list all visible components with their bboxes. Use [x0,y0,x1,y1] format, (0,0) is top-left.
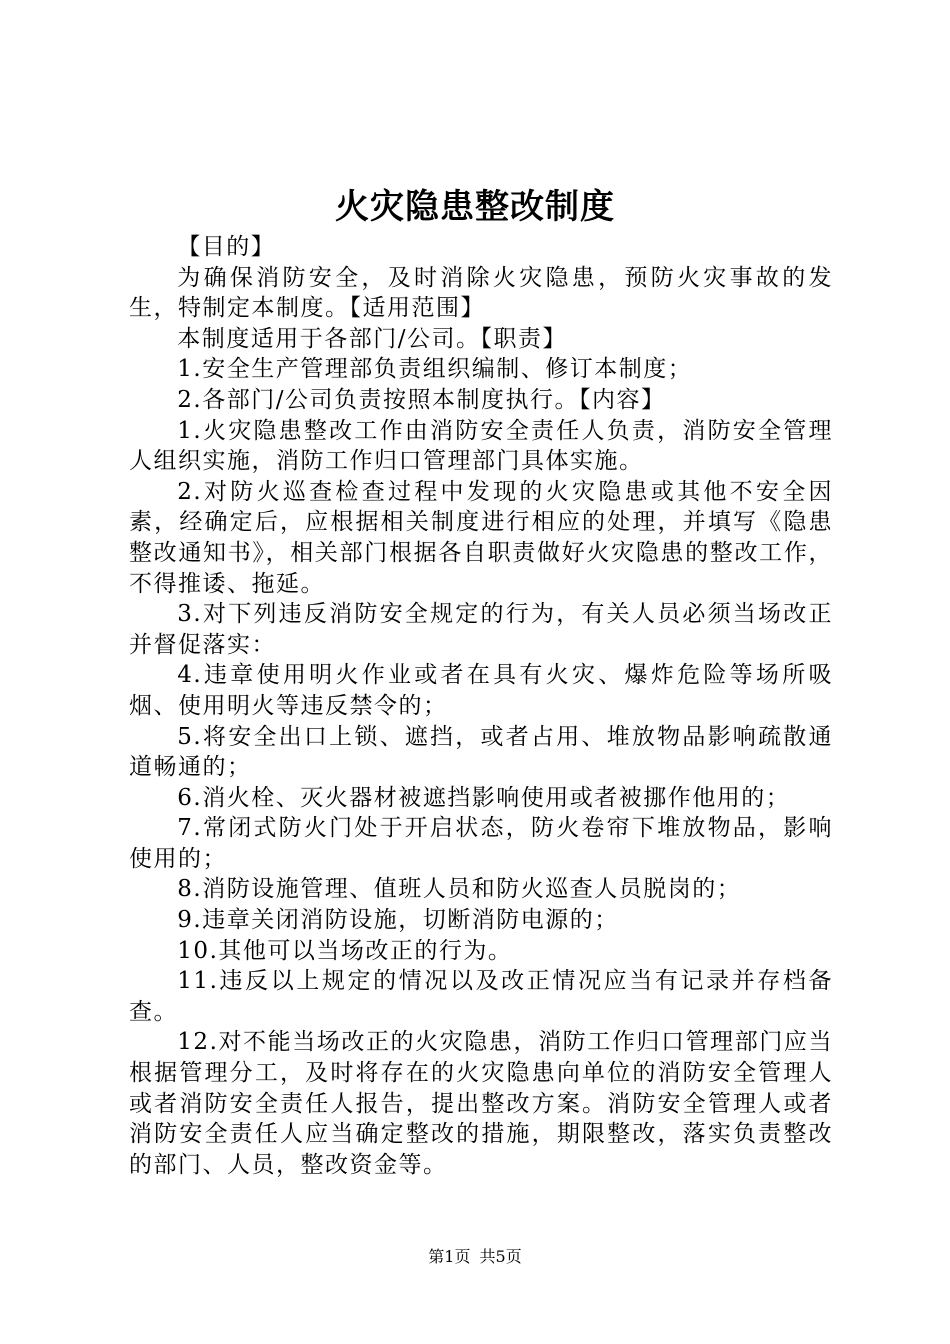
paragraph: 【目的】 [177,234,276,260]
paragraph: 2.对防火巡查检查过程中发现的火灾隐患或其他不安全因素，经确定后，应根据相关制度进行相应的处理，并填写《隐患整改通知书》，相关部门根据各自职责做好火灾隐患的整改工作，不得推诿、拖延。 [129,478,833,597]
paragraph: 6.消火栓、灭火器材被遮挡影响使用或者被挪作他用的； [177,784,791,811]
paragraph: 1.安全生产管理部负责组织编制、修订本制度； [177,356,693,383]
document-body [129,232,833,1180]
paragraph: 3.对下列违反消防安全规定的行为，有关人员必须当场改正并督促落实： [129,601,833,658]
paragraph: 本制度适用于各部门/公司。【职责】 [177,325,568,352]
paragraph: 7.常闭式防火门处于开启状态，防火卷帘下堆放物品，影响使用的； [129,815,833,872]
page-number: 第1页 [428,1247,471,1266]
paragraph: 11.违反以上规定的情况以及改正情况应当有记录并存档备查。 [129,968,833,1025]
paragraph: 2.各部门/公司负责按照本制度执行。【内容】 [177,386,666,413]
page-footer [0,1245,950,1269]
document-title: 火灾隐患整改制度 [335,187,615,227]
paragraph: 12.对不能当场改正的火灾隐患，消防工作归口管理部门应当根据管理分工，及时将存在的火灾隐患向单位的消防安全管理人或者消防安全责任人报告，提出整改方案。消防安全管理人或者消防安全责任人应当确定整改的措施，期限整改，落实负责整改的部门、人员，整改资金等。 [129,1029,833,1178]
paragraph: 4.违章使用明火作业或者在具有火灾、爆炸危险等场所吸烟、使用明火等违反禁令的； [129,662,833,719]
paragraph: 1.火灾隐患整改工作由消防安全责任人负责，消防安全管理人组织实施，消防工作归口管理部门具体实施。 [129,417,833,475]
paragraph: 5.将安全出口上锁、遮挡，或者占用、堆放物品影响疏散通道畅通的； [129,723,833,781]
paragraph: 为确保消防安全，及时消除火灾隐患，预防火灾事故的发生，特制定本制度。【适用范围】 [129,264,833,322]
paragraph: 10.其他可以当场改正的行为。 [177,937,513,964]
paragraph: 8.消防设施管理、值班人员和防火巡查人员脱岗的； [177,876,742,903]
paragraph: 9.违章关闭消防设施，切断消防电源的； [177,907,619,934]
page-total: 共5页 [479,1247,522,1266]
